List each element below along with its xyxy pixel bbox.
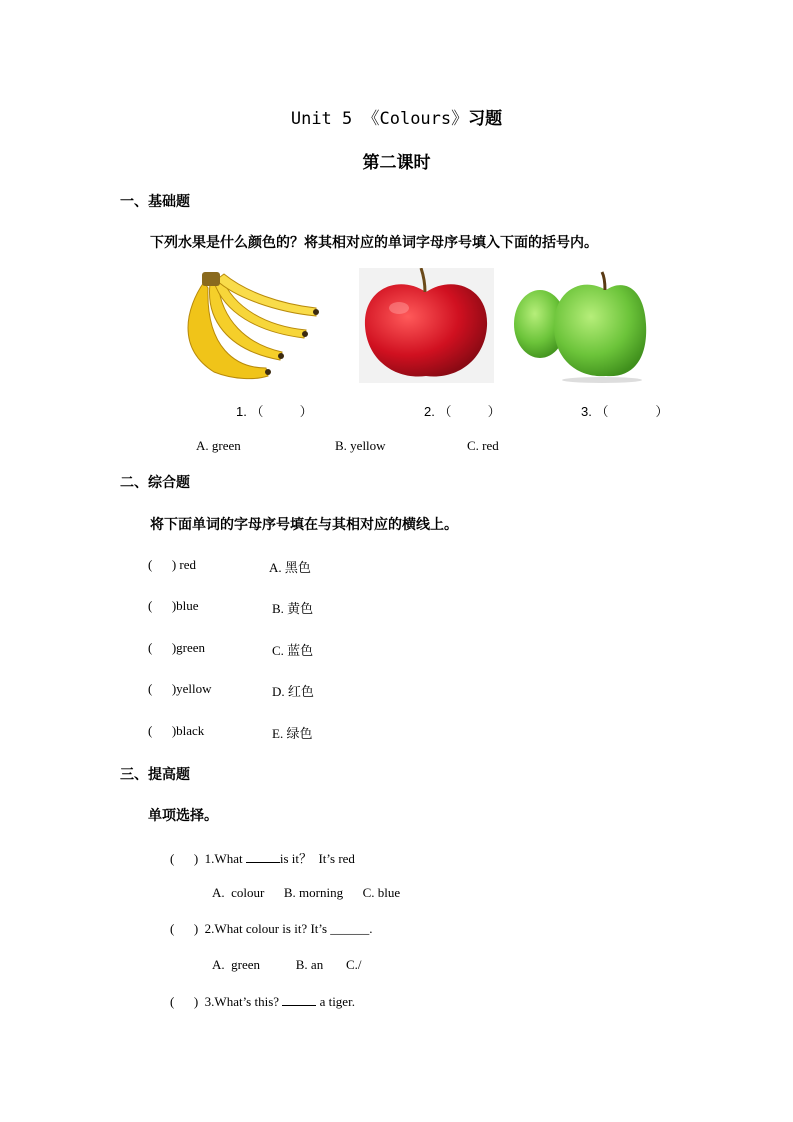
question-1: ( ) 1.What is it？ It’s red [170,851,355,866]
match-row-word: ( )black [148,723,205,738]
question-3: ( ) 3.What’s this? a tiger. [170,994,355,1009]
red-apple-image [359,268,494,383]
match-row-word: ( )green [148,640,206,655]
question-2-choices: A. green B. an C./ [212,957,362,972]
answer-3: 3. （ ） [581,404,669,419]
section3-instruction: 单项选择。 [148,808,218,824]
match-row-meaning: E. 绿色 [272,726,313,742]
match-row-meaning: B. 黄色 [272,601,314,617]
green-apple-image [512,268,652,383]
answer-blank [246,850,280,863]
page-title [0,104,793,129]
question-2: ( ) 2.What colour is it? It’s ______. [170,921,373,936]
question-1-choices: A. colour B. morning C. blue [212,885,401,900]
match-row-meaning: D. 红色 [272,684,314,700]
answer-1: 1. （ ） [236,404,313,419]
section2-heading: 二、综合题 [120,475,190,491]
title-unit: Unit 5 《Colours》 [290,109,469,129]
section1-instruction: 下列水果是什么颜色的？将其相对应的单词字母序号填入下面的括号内。 [150,235,598,251]
match-row-word: ( )yellow [148,681,212,696]
answer-blank [282,993,316,1006]
page-subtitle: 第二课时 [362,153,431,173]
match-row-word: ( )blue [148,598,199,613]
match-row-word: ( ) red [148,557,197,572]
banana-image [176,268,321,383]
option-b: B. yellow [335,438,386,453]
option-c: C. red [467,438,499,453]
section2-instruction: 将下面单词的字母序号填在与其相对应的横线上。 [150,517,458,533]
option-a: A. green [196,438,241,453]
section1-heading: 一、基础题 [120,194,190,210]
answer-2: 2. （ ） [424,404,501,419]
section3-heading: 三、提高题 [120,767,190,783]
match-row-meaning: C. 蓝色 [272,643,314,659]
match-row-meaning: A. 黑色 [269,560,311,576]
title-suffix: 习题 [468,109,503,129]
